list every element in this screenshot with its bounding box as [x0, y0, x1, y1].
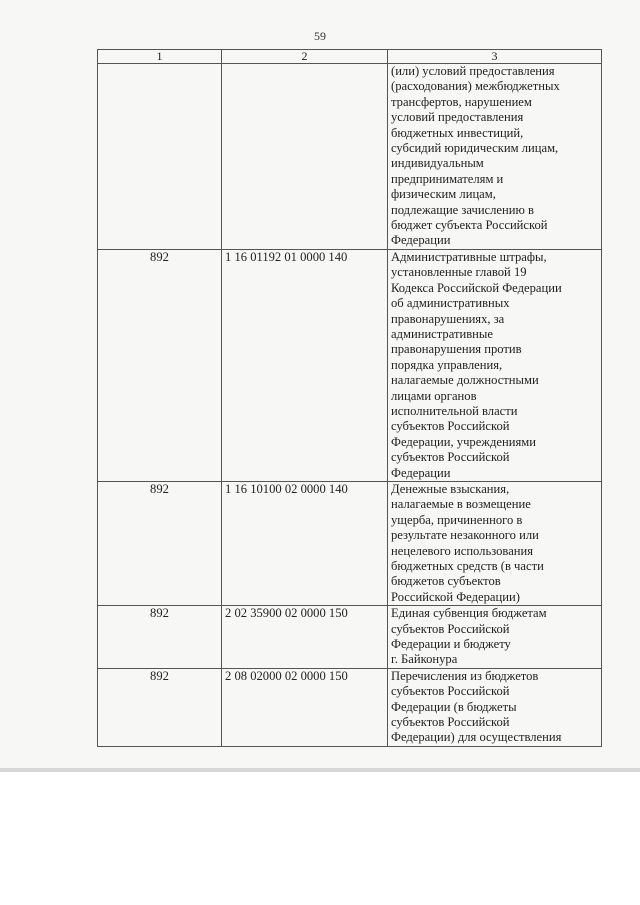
budget-code-cell: [222, 64, 388, 250]
admin-code-cell: 892: [98, 481, 222, 605]
description-line: правонарушения против: [391, 342, 522, 357]
description-line: налагаемые должностными: [391, 373, 539, 388]
table-header-row: [98, 50, 602, 64]
description-line: субъектов Российской: [391, 715, 510, 730]
description-line: бюджетов субъектов: [391, 574, 501, 589]
description-line: лицами органов: [391, 388, 477, 403]
description-line: об административных: [391, 296, 510, 311]
description-line: Денежные взыскания,: [391, 481, 510, 496]
description-line: Российской Федерации): [391, 589, 520, 604]
page-edge: [0, 768, 640, 772]
description-line: административные: [391, 326, 493, 341]
description-line: трансфертов, нарушением: [391, 94, 532, 109]
description-cell: [388, 606, 602, 669]
description-line: Федерации) для осуществления: [391, 730, 562, 745]
description-line: ущерба, причиненного в: [391, 512, 523, 527]
description-line: Перечисления из бюджетов: [391, 668, 539, 683]
description-line: Кодекса Российской Федерации: [391, 280, 562, 295]
description-line: правонарушениях, за: [391, 311, 505, 326]
description-line: Федерации, учреждениями: [391, 434, 536, 449]
description-line: предпринимателям и: [391, 171, 504, 186]
description-line: условий предоставления: [391, 110, 524, 125]
description-line: Федерации: [391, 465, 451, 480]
budget-code-cell: 1 16 10100 02 0000 140: [222, 481, 388, 605]
description-line: Федерации и бюджету: [391, 637, 511, 652]
description-line: нецелевого использования: [391, 543, 534, 558]
description-line: бюджет субъекта Российской: [391, 218, 548, 233]
description-line: субъектов Российской: [391, 621, 510, 636]
column-header-2: 2: [222, 50, 388, 64]
description-line: (расходования) межбюджетных: [391, 79, 560, 94]
description-line: налагаемые в возмещение: [391, 497, 531, 512]
description-line: результате незаконного или: [391, 528, 539, 543]
table-row: [98, 481, 602, 605]
column-header-3: 3: [388, 50, 602, 64]
table-row: [98, 64, 602, 250]
description-line: порядка управления,: [391, 357, 503, 372]
column-header-1: 1: [98, 50, 222, 64]
description-cell: [388, 481, 602, 605]
description-line: физическим лицам,: [391, 187, 496, 202]
description-line: бюджетных средств (в части: [391, 559, 544, 573]
page-number: 59: [314, 29, 326, 43]
table-row: [98, 668, 602, 746]
description-cell: [388, 64, 602, 250]
table-row: [98, 606, 602, 669]
budget-code-cell: 2 02 35900 02 0000 150: [222, 606, 388, 669]
budget-code-cell: 1 16 01192 01 0000 140: [222, 249, 388, 481]
admin-code-cell: 892: [98, 249, 222, 481]
description-line: субсидий юридическим лицам,: [391, 141, 559, 156]
description-line: субъектов Российской: [391, 684, 510, 699]
budget-codes-table: [97, 49, 602, 747]
admin-code-cell: 892: [98, 606, 222, 669]
description-line: Единая субвенция бюджетам: [391, 606, 547, 621]
description-line: индивидуальным: [391, 156, 484, 171]
description-line: исполнительной власти: [391, 403, 518, 418]
admin-code-cell: 892: [98, 668, 222, 746]
budget-code-cell: 2 08 02000 02 0000 150: [222, 668, 388, 746]
description-line: субъектов Российской: [391, 419, 510, 434]
description-line: Административные штрафы,: [391, 249, 547, 264]
admin-code-cell: [98, 64, 222, 250]
description-cell: [388, 668, 602, 746]
description-line: г. Байконура: [391, 652, 458, 667]
description-line: бюджетных инвестиций,: [391, 125, 524, 140]
description-line: (или) условий предоставления: [391, 64, 555, 78]
description-line: подлежащие зачислению в: [391, 202, 535, 217]
table-row: [98, 249, 602, 481]
description-line: установленные главой 19: [391, 265, 527, 280]
description-line: Федерации: [391, 233, 451, 248]
description-line: субъектов Российской: [391, 450, 510, 465]
description-cell: [388, 249, 602, 481]
description-line: Федерации (в бюджеты: [391, 699, 517, 714]
